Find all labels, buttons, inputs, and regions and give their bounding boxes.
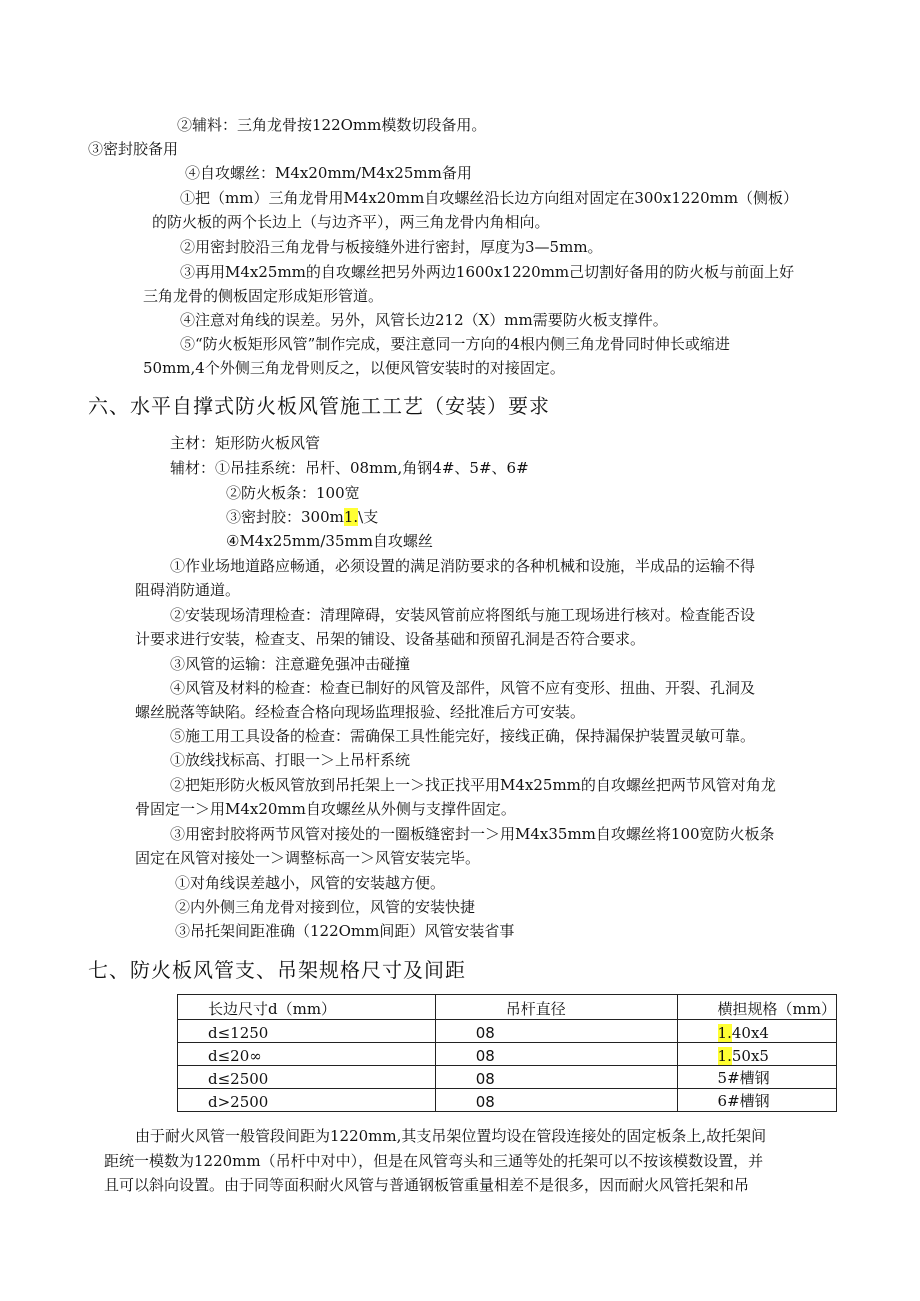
cell-rod: 08 <box>435 1066 677 1089</box>
text-line: 由于耐火风管一般管段间距为1220mm,其支吊架位置均设在管段连接处的固定板条上,故托架间 <box>135 1127 767 1145</box>
cell-bar <box>677 1089 836 1112</box>
text-line: ④M4x25mm∕35mm自攻螺丝 <box>226 532 433 550</box>
sealant-suffix: \支 <box>358 508 379 526</box>
cell-bar-value: 5#槽钢 <box>717 1069 770 1087</box>
cell-size: d≤1250 <box>178 1020 436 1043</box>
text-line: ③密封胶备用 <box>88 140 179 158</box>
text-line: ④自攻螺丝：M4x20mm∕M4x25mm备用 <box>185 164 472 182</box>
table-row <box>178 1066 837 1089</box>
cell-size: d≤2500 <box>178 1066 436 1089</box>
table-header-row <box>178 995 837 1020</box>
text-line: ③再用M4x25mm的自攻螺丝把另外两边1600x1220mm己切割好备用的防火板与前面上好 <box>180 263 795 281</box>
cell-bar-value: 50x5 <box>731 1047 769 1065</box>
cell-bar <box>677 1043 836 1066</box>
col-header-rod: 吊杆直径 <box>435 995 677 1020</box>
text-line: ①对角线误差越小，风管的安装越方便。 <box>175 874 446 892</box>
highlight-mark: 1. <box>717 1024 732 1042</box>
highlight-mark: 1. <box>717 1047 732 1065</box>
text-line: ②内外侧三角龙骨对接到位，风管的安装快捷 <box>175 898 476 916</box>
table-row <box>178 1043 837 1066</box>
text-line: ①把（mm）三角龙骨用M4x20mm自攻螺丝沿长边方向组对固定在300x1220mm（侧板） <box>180 189 799 207</box>
text-line: 辅材：①吊挂系统：吊杆、08mm,角钢4#、5#、6# <box>170 459 529 477</box>
text-line: ①作业场地道路应畅通，必须设置的满足消防要求的各种机械和设施，半成品的运输不得 <box>170 557 756 575</box>
table-row <box>178 1020 837 1043</box>
cell-bar-value: 6#槽钢 <box>717 1092 770 1110</box>
spec-table <box>177 994 837 1112</box>
cell-bar-value: 40x4 <box>731 1024 769 1042</box>
cell-rod: 08 <box>435 1043 677 1066</box>
text-line: 计要求进行安装，检查支、吊架的铺设、设备基础和预留孔洞是否符合要求。 <box>135 630 646 648</box>
text-line: 固定在风管对接处一＞调整标高一＞风管安装完毕。 <box>135 849 481 867</box>
col-header-size: 长边尺寸d（mm） <box>178 995 436 1020</box>
text-line: ③吊托架间距准确（122Omm间距）风管安装省事 <box>175 922 515 940</box>
sealant-line <box>226 508 378 526</box>
text-line: ④注意对角线的误差。另外，风管长边212（X）mm需要防火板支撑件。 <box>180 311 668 329</box>
text-line: 阻碍消防通道。 <box>135 581 241 599</box>
col-header-bar: 横担规格（mm） <box>677 995 836 1020</box>
highlight-mark: 1. <box>343 508 359 526</box>
cell-size: d≤20∞ <box>178 1043 436 1066</box>
text-line: 骨固定一＞用M4x20mm自攻螺丝从外侧与支撑件固定。 <box>135 800 516 818</box>
text-line: ③用密封胶将两节风管对接处的一圈板缝密封一＞用M4x35mm自攻螺丝将100宽防火板条 <box>170 825 775 843</box>
text-line: ②辅料：三角龙骨按122Omm模数切段备用。 <box>177 116 487 134</box>
text-line: 的防火板的两个长边上（与边齐平），两三角龙骨内角相向。 <box>152 213 550 231</box>
section-heading: 六、水平自撑式防火板风管施工工艺（安装）要求 <box>88 394 550 418</box>
text-line: ②安装现场清理检查：清理障碍，安装风管前应将图纸与施工现场进行核对。检查能否设 <box>170 606 756 624</box>
cell-rod: 08 <box>435 1089 677 1112</box>
text-line: 主材：矩形防火板风管 <box>170 434 321 452</box>
cell-rod: 08 <box>435 1020 677 1043</box>
text-line: 螺丝脱落等缺陷。经检查合格向现场监理报验、经批准后方可安装。 <box>135 703 586 721</box>
text-line: ②把矩形防火板风管放到吊托架上一＞找正找平用M4x25mm的自攻螺丝把两节风管对角龙 <box>170 776 776 794</box>
text-line: 50mm,4个外侧三角龙骨则反之，以便风管安装时的对接固定。 <box>143 359 565 377</box>
text-line: ⑤施工用工具设备的检查：需确保工具性能完好，接线正确，保持漏保护装置灵敏可靠。 <box>170 727 756 745</box>
text-line: ③风管的运输：注意避免强冲击碰撞 <box>170 655 411 673</box>
text-line: ④风管及材料的检查：检查已制好的风管及部件，风管不应有变形、扭曲、开裂、孔洞及 <box>170 679 756 697</box>
text-line: ①放线找标高、打眼一＞上吊杆系统 <box>170 751 411 769</box>
cell-bar <box>677 1020 836 1043</box>
text-line: ⑤“防火板矩形风管”制作完成，要注意同一方向的4根内侧三角龙骨同时伸长或缩进 <box>180 335 730 353</box>
text-line: ②防火板条：100宽 <box>226 484 360 502</box>
cell-size: d>2500 <box>178 1089 436 1112</box>
text-line: 三角龙骨的侧板固定形成矩形管道。 <box>143 287 384 305</box>
text-line: ②用密封胶沿三角龙骨与板接缝外进行密封，厚度为3—5mm。 <box>180 238 603 256</box>
cell-bar <box>677 1066 836 1089</box>
table-row <box>178 1089 837 1112</box>
sealant-prefix: ③密封胶：300m <box>226 508 344 526</box>
text-line: 距统一模数为1220mm（吊杆中对中），但是在风管弯头和三通等处的托架可以不按该模数设置，并 <box>104 1152 764 1170</box>
text-line: 且可以斜向设置。由于同等面积耐火风管与普通钢板管重量相差不是很多，因而耐火风管托架和吊 <box>104 1176 750 1194</box>
section-heading: 七、防火板风管支、吊架规格尺寸及间距 <box>88 958 466 982</box>
